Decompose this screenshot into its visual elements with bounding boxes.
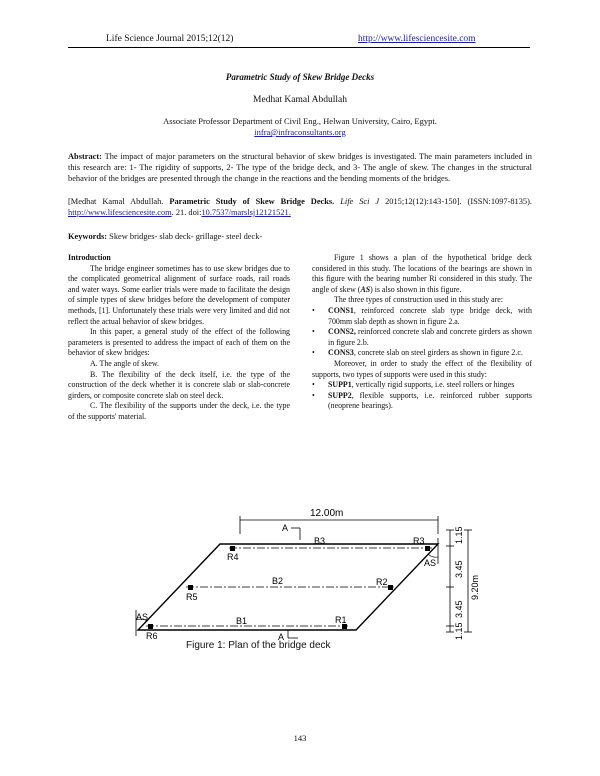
header-divider xyxy=(68,47,530,48)
journal-url-link[interactable]: http://www.lifesciencesite.com xyxy=(358,34,476,44)
citation-separator: . 21. doi: xyxy=(171,208,202,217)
bridge-deck-plan-figure xyxy=(120,508,480,640)
supports-intro: Moreover, in order to study the effect of the flexibility of supports, two types of supports were used in this study: xyxy=(312,358,532,379)
list-item-cons1 xyxy=(312,306,532,327)
section-label-top: A xyxy=(282,523,289,533)
citation-url-link[interactable]: http://www.lifesciencesite.com xyxy=(68,208,172,217)
keywords-text: Skew bridges- slab deck- grillage- steel deck- xyxy=(107,232,263,241)
citation-author: [Medhat Kamal Abdullah. xyxy=(68,197,164,206)
list-item-supp1 xyxy=(312,380,532,391)
bearing-label-r4: R4 xyxy=(227,552,239,562)
bearing-label-r3: R3 xyxy=(413,536,425,546)
bearing-label-r1: R1 xyxy=(335,615,347,625)
intro-paragraph-1: The bridge engineer sometimes has to use skew bridges due to the complicated geometrical alignment of surface roads, rail roads and water ways. Some earlier trials were made to facilitate the design of simple types of skew bridges before the development of computer methods, [1]. Unfortunately these trials were very limited and did not reflect the actual behavior of skew bridges. xyxy=(68,263,290,326)
citation-title: Parametric Study of Skew Bridge Decks. xyxy=(169,197,335,206)
page-number: 143 xyxy=(293,733,307,743)
construction-types-intro: The three types of construction used in this study are: xyxy=(334,295,503,305)
left-column xyxy=(68,253,290,423)
citation xyxy=(68,196,532,218)
intro-paragraph-2: In this paper, a general study of the effect of the following parameters is presented to address the impact of each of them on the behavior of skew bridges: xyxy=(68,327,290,358)
list-item-b: B. The flexibility of the deck itself, i.e. the type of the construction of the deck whether it is concrete slab or slab-concrete girders, or composite concrete slab on steel deck. xyxy=(68,369,290,400)
abstract xyxy=(68,151,532,184)
section-label-bottom: A xyxy=(278,632,285,640)
bearing-r3-mark xyxy=(425,546,430,551)
author-email-link[interactable]: infra@infraconsultants.org xyxy=(254,127,346,137)
beam-label-b3: B3 xyxy=(314,536,326,546)
figure-intro-end: ) is also shown in this figure. xyxy=(370,284,462,294)
bearing-r6-mark xyxy=(148,624,153,629)
dim-label-4: 1.15 xyxy=(454,622,464,640)
skew-label-top: AS xyxy=(424,558,437,568)
bullet-icon: • xyxy=(312,327,315,337)
dim-label-3: 3.45 xyxy=(454,600,464,618)
bearing-r2-mark xyxy=(388,585,393,590)
cons2-name: CONS2, xyxy=(328,327,356,337)
bearing-r4-mark xyxy=(230,546,235,551)
list-item-supp2 xyxy=(312,391,532,412)
cons3-name: CONS3 xyxy=(328,348,354,358)
author-affiliation: Associate Professor Department of Civil Eng., Helwan University, Cairo, Egypt. xyxy=(163,116,437,126)
figure-intro-paragraph xyxy=(312,253,532,295)
beam-label-b1: B1 xyxy=(236,616,248,626)
right-column xyxy=(312,253,532,412)
cons1-text: , reinforced concrete slab type bridge deck, with 700mm slab depth as shown in figure 2.a. xyxy=(328,305,532,326)
bearing-label-r6: R6 xyxy=(146,631,158,640)
abstract-text: The impact of major parameters on the structural behavior of skew bridges is investigated. The main parameters included in this research are: 1- The rigidity of supports, 2- The type of the bridge deck, and 3- The angle of skew. The changes in the structural behavior of the bridges are presented through the change in the reactions and the bending moments of the bridges. xyxy=(68,152,532,183)
bullet-icon: • xyxy=(312,348,315,358)
journal-header: Life Science Journal 2015;12(12) xyxy=(106,34,234,44)
bullet-icon: • xyxy=(312,305,315,315)
abstract-label: Abstract: xyxy=(68,152,102,161)
skew-arc-right xyxy=(428,554,438,557)
supp1-text: , vertically rigid supports, i.e. steel rollers or hinges xyxy=(351,380,515,390)
span-label: 12.00m xyxy=(310,508,344,519)
citation-journal: Life Sci J xyxy=(340,197,380,206)
dim-label-1: 1.15 xyxy=(454,526,464,544)
figure-intro-text: Figure 1 shows a plan of the hypothetical bridge deck considered in this study. The locations of the bearings are shown in this figure with the bearing number Ri considered in this study. The angle of skew ( xyxy=(312,253,532,294)
keywords xyxy=(68,232,532,241)
introduction-heading: Introduction xyxy=(68,253,111,262)
list-item-a: A. The angle of skew. xyxy=(90,358,160,368)
cons3-text: , concrete slab on steel girders as shown in figure 2.c. xyxy=(353,348,523,358)
figure-caption: Figure 1: Plan of the bridge deck xyxy=(186,640,331,651)
list-item-cons3 xyxy=(312,348,532,359)
author-name: Medhat Kamal Abdullah xyxy=(253,95,347,105)
citation-details: 2015;12(12):143-150]. (ISSN:1097-8135). xyxy=(385,197,532,206)
list-item-c: C. The flexibility of the supports under the deck, i.e. the type of the supports' material. xyxy=(68,401,290,421)
supp2-text: , flexible supports, i.e. reinforced rubber supports (neoprene bearings). xyxy=(328,390,532,411)
citation-doi-suffix[interactable]: 21. xyxy=(280,208,291,217)
total-width-label: 9.20m xyxy=(470,574,480,600)
supp1-name: SUPP1 xyxy=(328,380,352,390)
keywords-label: Keywords: xyxy=(68,232,108,241)
skew-label-bottom: AS xyxy=(136,612,149,622)
list-item-cons2 xyxy=(312,327,532,348)
bearing-r5-mark xyxy=(188,585,193,590)
citation-doi-link[interactable]: 10.7537/marslsj121215 xyxy=(201,208,281,217)
supp2-name: SUPP2 xyxy=(328,390,352,400)
cons1-name: CONS1 xyxy=(328,305,354,315)
bullet-icon: • xyxy=(312,390,315,400)
cons2-text: reinforced concrete slab and concrete girders as shown in figure 2.b. xyxy=(328,327,532,347)
bearing-label-r2: R2 xyxy=(376,577,388,587)
bearing-label-r5: R5 xyxy=(186,592,198,602)
bullet-icon: • xyxy=(312,380,315,390)
skew-symbol: AS xyxy=(360,284,371,294)
paper-title: Parametric Study of Skew Bridge Decks xyxy=(225,72,375,82)
beam-label-b2: B2 xyxy=(272,576,284,586)
dim-label-2: 3.45 xyxy=(454,560,464,578)
